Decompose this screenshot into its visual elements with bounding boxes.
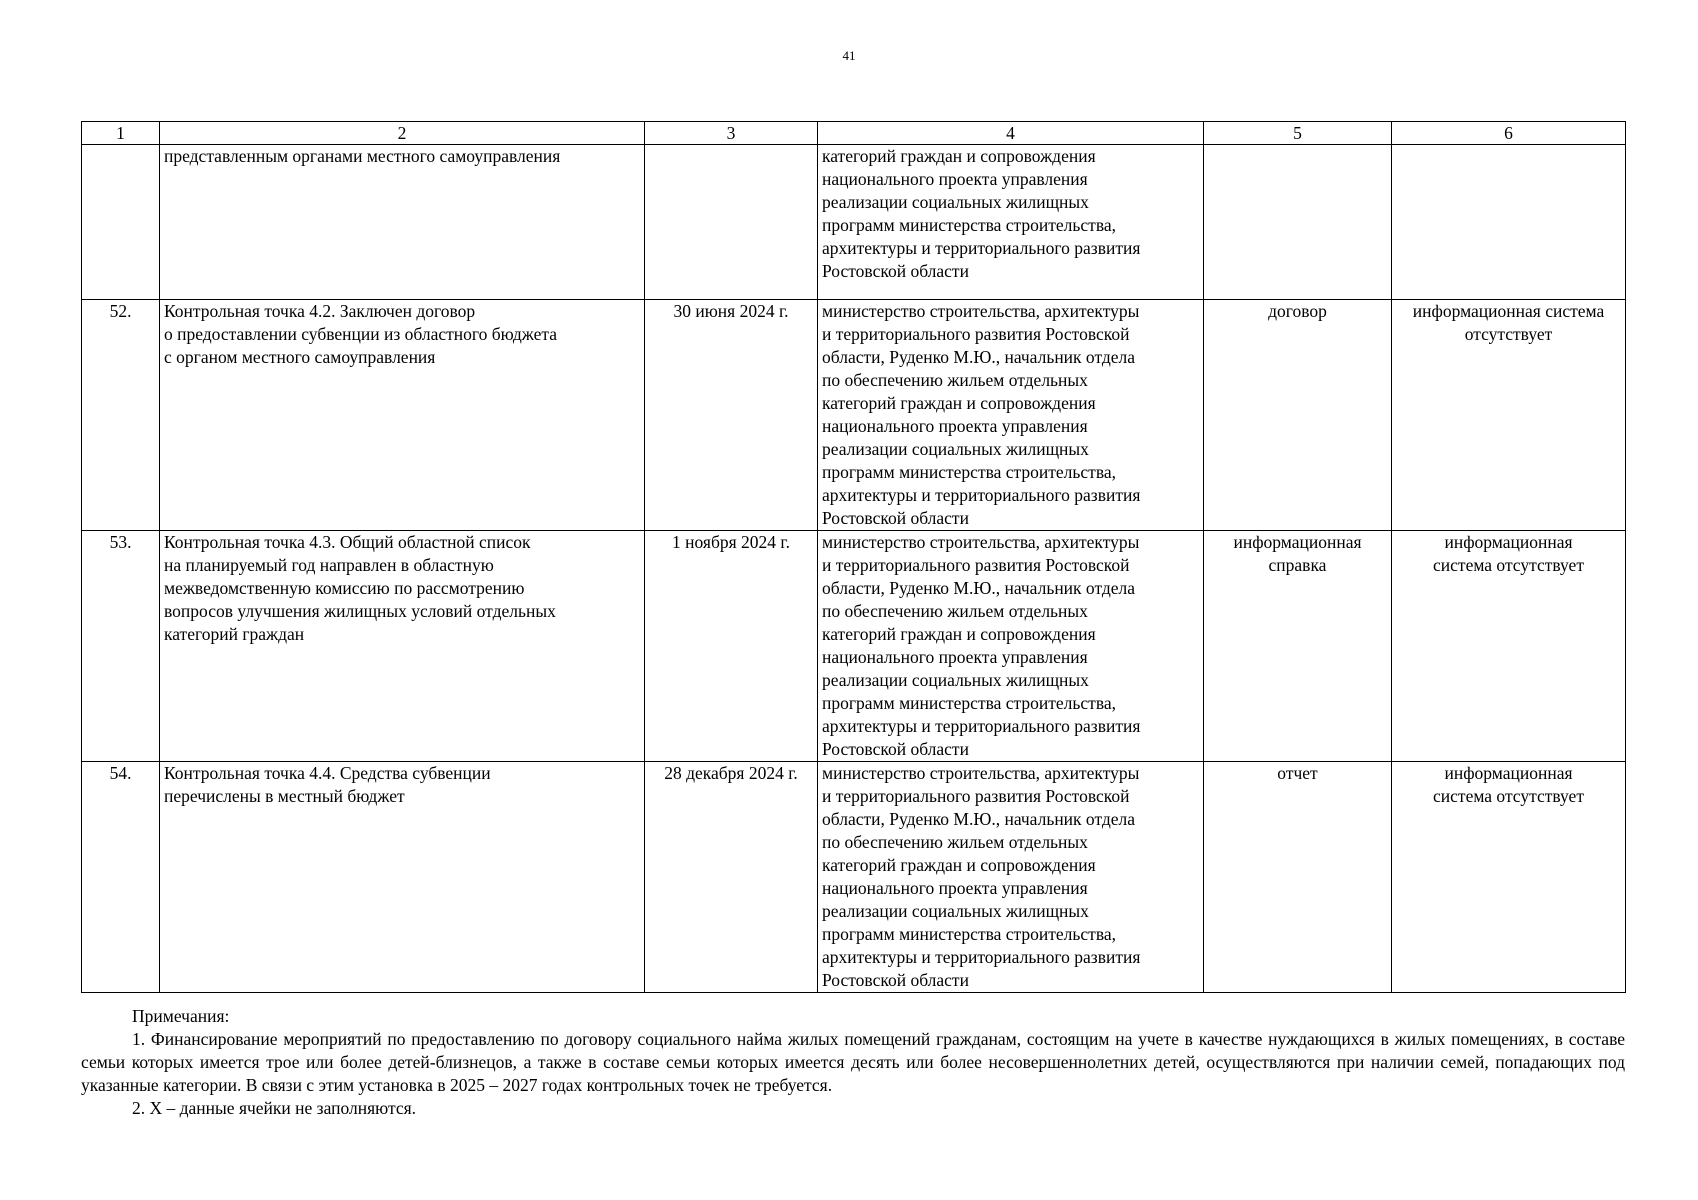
row-number: 54. xyxy=(82,762,160,993)
notes-section xyxy=(81,1005,1625,1120)
information-system: информационная система отсутствует xyxy=(1392,531,1626,762)
information-system xyxy=(1392,145,1626,300)
document-type: отчет xyxy=(1204,762,1392,993)
document-type: информационная справка xyxy=(1204,531,1392,762)
note-item: 1. Финансирование мероприятий по предоставлению по договору социального найма жилых помещений гражданам, состоящим на учете в качестве нуждающихся в жилых помещениях, в составе семьи которых имеется трое или более детей-близнецов, а также в составе семьи которых имеется десять или более несовершеннолетних детей, осуществляются при наличии семей, попадающих под указанные категории. В связи с этим установка в 2025 – 2027 годах контрольных точек не требуется. xyxy=(81,1029,1625,1095)
table-row xyxy=(82,300,1626,531)
table-row xyxy=(82,145,1626,300)
column-header: 1 xyxy=(82,122,160,145)
page-number: 41 xyxy=(842,48,856,63)
control-points-table xyxy=(81,121,1626,993)
responsible-person: министерство строительства, архитектуры и территориального развития Ростовской области, Руденко М.Ю., начальник отдела по обеспечению жильем отдельных категорий граждан и сопровождения национального проекта управления реализации социальных жилищных программ министерства строительства, архитектуры и территориального развития Ростовской области xyxy=(818,531,1204,762)
event-name: представленным органами местного самоуправления xyxy=(160,145,645,300)
column-header: 3 xyxy=(645,122,818,145)
information-system: информационная система отсутствует xyxy=(1392,300,1626,531)
notes-title: Примечания: xyxy=(132,1006,230,1026)
column-header: 2 xyxy=(160,122,645,145)
column-header: 5 xyxy=(1204,122,1392,145)
document-type: договор xyxy=(1204,300,1392,531)
table-row xyxy=(82,531,1626,762)
information-system: информационная система отсутствует xyxy=(1392,762,1626,993)
column-header: 6 xyxy=(1392,122,1626,145)
event-name: Контрольная точка 4.2. Заключен договор о предоставлении субвенции из областного бюджета с органом местного самоуправления xyxy=(160,300,645,531)
row-number xyxy=(82,145,160,300)
responsible-person: категорий граждан и сопровождения национального проекта управления реализации социальных жилищных программ министерства строительства, архитектуры и территориального развития Ростовской области xyxy=(818,145,1204,300)
deadline-date: 30 июня 2024 г. xyxy=(645,300,818,531)
deadline-date: 28 декабря 2024 г. xyxy=(645,762,818,993)
document-type xyxy=(1204,145,1392,300)
deadline-date: 1 ноября 2024 г. xyxy=(645,531,818,762)
row-number: 52. xyxy=(82,300,160,531)
responsible-person: министерство строительства, архитектуры и территориального развития Ростовской области, Руденко М.Ю., начальник отдела по обеспечению жильем отдельных категорий граждан и сопровождения национального проекта управления реализации социальных жилищных программ министерства строительства, архитектуры и территориального развития Ростовской области xyxy=(818,762,1204,993)
deadline-date xyxy=(645,145,818,300)
table-row xyxy=(82,762,1626,993)
responsible-person: министерство строительства, архитектуры и территориального развития Ростовской области, Руденко М.Ю., начальник отдела по обеспечению жильем отдельных категорий граждан и сопровождения национального проекта управления реализации социальных жилищных программ министерства строительства, архитектуры и территориального развития Ростовской области xyxy=(818,300,1204,531)
event-name: Контрольная точка 4.4. Средства субвенции перечислены в местный бюджет xyxy=(160,762,645,993)
table-header-row xyxy=(82,122,1626,145)
note-item: 2. Х – данные ячейки не заполняются. xyxy=(132,1098,417,1118)
event-name: Контрольная точка 4.3. Общий областной список на планируемый год направлен в областную межведомственную комиссию по рассмотрению вопросов улучшения жилищных условий отдельных категорий граждан xyxy=(160,531,645,762)
row-number: 53. xyxy=(82,531,160,762)
column-header: 4 xyxy=(818,122,1204,145)
